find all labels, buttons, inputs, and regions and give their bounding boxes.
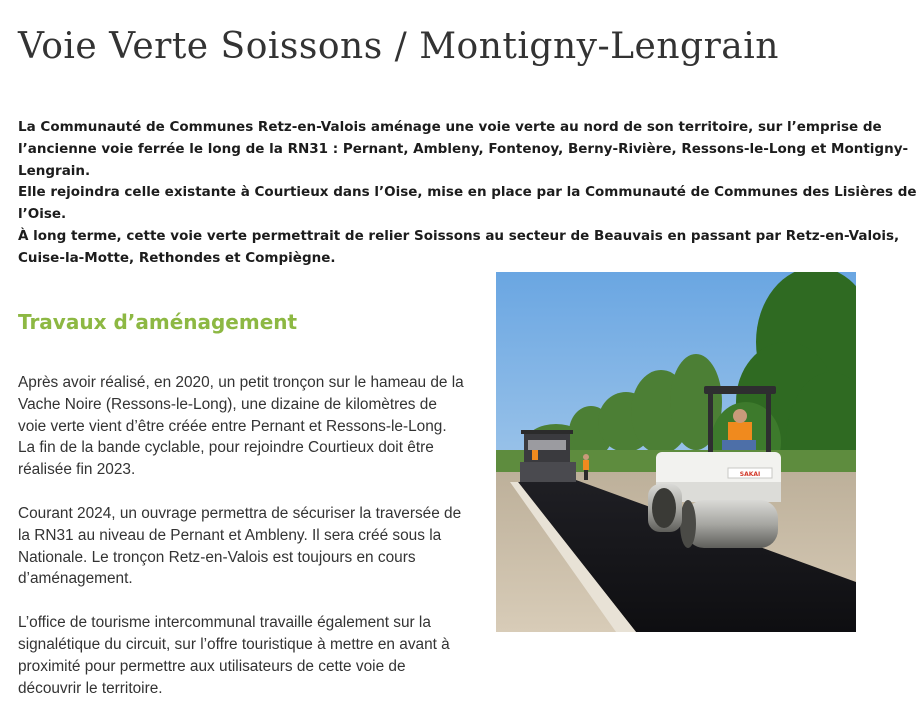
paragraph-1: Après avoir réalisé, en 2020, un petit tronçon sur le hameau de la Vache Noire (Ressons-le-Long), une dizaine de kilomètres de voie verte vient d’être créée entre Pernant et Ressons-le-Long. La fin de la bande cyclable, pour rejoindre Courtieux doit être réalisée fin 2023. [18,374,464,479]
paver-machine [520,430,576,482]
roller-brand-label: SAKAI [739,471,761,478]
paragraph-2: Courant 2024, un ouvrage permettra de sécuriser la traversée de la RN31 au niveau de Pernant et Ambleny. Il sera créé sous la Nationale. Le tronçon Retz-en-Valois est toujours en cours d’aménagement. [18,504,462,588]
section-body [18,372,466,721]
page-title: Voie Verte Soissons / Montigny-Lengrain [18,26,779,67]
intro-line-2: Elle rejoindra celle existante à Courtieux dans l’Oise, mise en place par la Communauté de Communes des Lisières de l’Oise. [18,184,917,223]
road-roller-photo [496,272,856,632]
intro-line-3: À long terme, cette voie verte permettrait de relier Soissons au secteur de Beauvais en passant par Retz-en-Valois, Cuise-la-Motte, Rethondes et Compiègne. [18,227,900,266]
intro-text [18,117,918,270]
section-heading: Travaux d’aménagement [18,310,298,334]
intro-line-1: La Communauté de Communes Retz-en-Valois aménage une voie verte au nord de son territoire, sur l’emprise de l’ancienne voie ferrée le long de la RN31 : Pernant, Ambleny, Fontenoy, Berny-Rivière, Ressons-le-Long et Montigny-Lengrain. [18,119,909,179]
paragraph-3: L’office de tourisme intercommunal travaille également sur la signalétique du circuit, sur l’offre touristique à mettre en avant à proximité pour permettre aux utilisateurs de cette voie de découvrir le territoire. [18,614,450,697]
